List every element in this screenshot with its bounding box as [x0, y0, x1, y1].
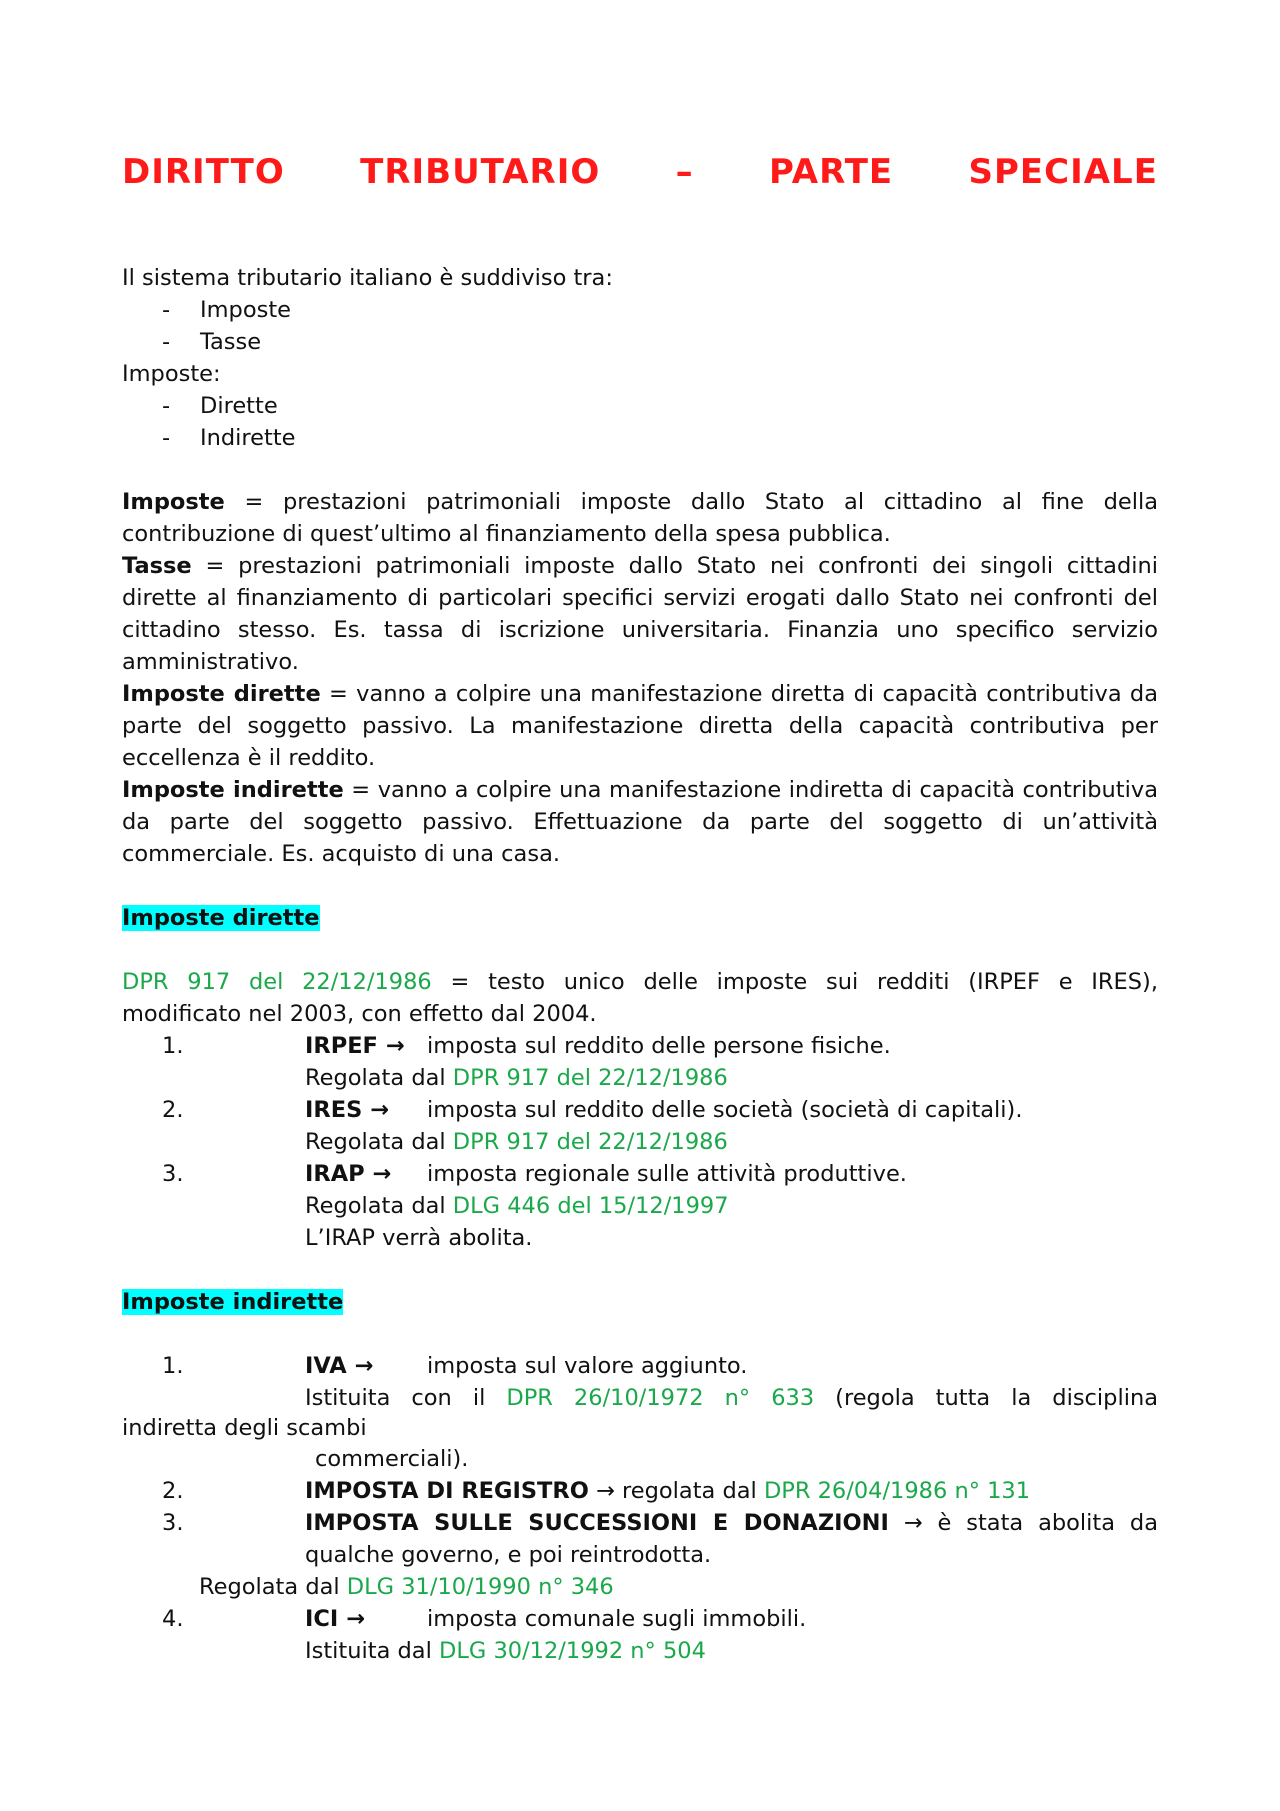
definition-imposte: Imposte = prestazioni patrimoniali imposte dallo Stato al cittadino al fine della [122, 489, 1158, 515]
list-item: - Indirette [162, 425, 296, 451]
definition-line: cittadino stesso. Es. tassa di iscrizione universitaria. Finanzia uno specifico servizio [122, 617, 1158, 643]
list-item-note: L’IRAP verrà abolita. [305, 1225, 533, 1251]
definition-line: eccellenza è il reddito. [122, 745, 376, 771]
title-word: DIRITTO [122, 152, 285, 192]
list-item-detail: Istituita dal DLG 30/12/1992 n° 504 [305, 1638, 706, 1664]
list-item: 2. IMPOSTA DI REGISTRO → regolata dal DPR 26/04/1986 n° 131 [162, 1478, 1031, 1504]
list-item: 3. IRAP → imposta regionale sulle attività produttive. [162, 1161, 907, 1187]
definition-line: commerciale. Es. acquisto di una casa. [122, 841, 561, 867]
list-item-detail: Istituita con il DPR 26/10/1972 n° 633 (regola tutta la disciplina [305, 1385, 1158, 1411]
list-item-detail: Regolata dal DLG 31/10/1990 n° 346 [199, 1574, 614, 1600]
list-item: 1. IRPEF → imposta sul reddito delle persone fisiche. [162, 1033, 891, 1059]
law-reference-line: DPR 917 del 22/12/1986 = testo unico delle imposte sui redditi (IRPEF e IRES), [122, 969, 1158, 995]
intro-line: Il sistema tributario italiano è suddiviso tra: [122, 265, 613, 291]
law-reference-line: modificato nel 2003, con effetto dal 2004. [122, 1001, 597, 1027]
list-item-detail: indiretta degli scambi [122, 1415, 367, 1441]
list-item-detail: Regolata dal DLG 446 del 15/12/1997 [305, 1193, 729, 1219]
page-title [122, 150, 1158, 194]
list-item: 1. IVA → imposta sul valore aggiunto. [162, 1353, 748, 1379]
definition-line: contribuzione di quest’ultimo al finanziamento della spesa pubblica. [122, 521, 891, 547]
definition-line: amministrativo. [122, 649, 299, 675]
list-item: - Tasse [162, 329, 262, 355]
list-item-detail: commerciali). [315, 1446, 469, 1472]
list-item-detail: Regolata dal DPR 917 del 22/12/1986 [305, 1129, 728, 1155]
list-item: - Imposte [162, 297, 291, 323]
section-heading-indirette: Imposte indirette [122, 1289, 344, 1315]
title-word: TRIBUTARIO [360, 152, 601, 192]
definition-imposte-dirette: Imposte dirette = vanno a colpire una manifestazione diretta di capacità contributiva da [122, 681, 1158, 707]
list-item: 2. IRES → imposta sul reddito delle società (società di capitali). [162, 1097, 1023, 1123]
title-word: SPECIALE [968, 152, 1158, 192]
list-item: - Dirette [162, 393, 278, 419]
section-heading-dirette: Imposte dirette [122, 905, 320, 931]
title-word: PARTE [768, 152, 894, 192]
imposte-label: Imposte: [122, 361, 221, 387]
list-item: 4. ICI → imposta comunale sugli immobili. [162, 1606, 807, 1632]
definition-imposte-indirette: Imposte indirette = vanno a colpire una manifestazione indiretta di capacità contributiva [122, 777, 1158, 803]
definition-tasse: Tasse = prestazioni patrimoniali imposte dallo Stato nei confronti dei singoli cittadini [122, 553, 1158, 579]
list-item-detail: qualche governo, e poi reintrodotta. [305, 1542, 712, 1568]
title-word: – [675, 152, 694, 192]
definition-line: dirette al finanziamento di particolari specifici servizi erogati dallo Stato nei confronti del [122, 585, 1158, 611]
definition-line: da parte del soggetto passivo. Effettuazione da parte del soggetto di un’attività [122, 809, 1158, 835]
list-item: 3. IMPOSTA SULLE SUCCESSIONI E DONAZIONI → è stata abolita da [162, 1510, 1158, 1536]
list-item-detail: Regolata dal DPR 917 del 22/12/1986 [305, 1065, 728, 1091]
definition-line: parte del soggetto passivo. La manifestazione diretta della capacità contributiva per [122, 713, 1158, 739]
